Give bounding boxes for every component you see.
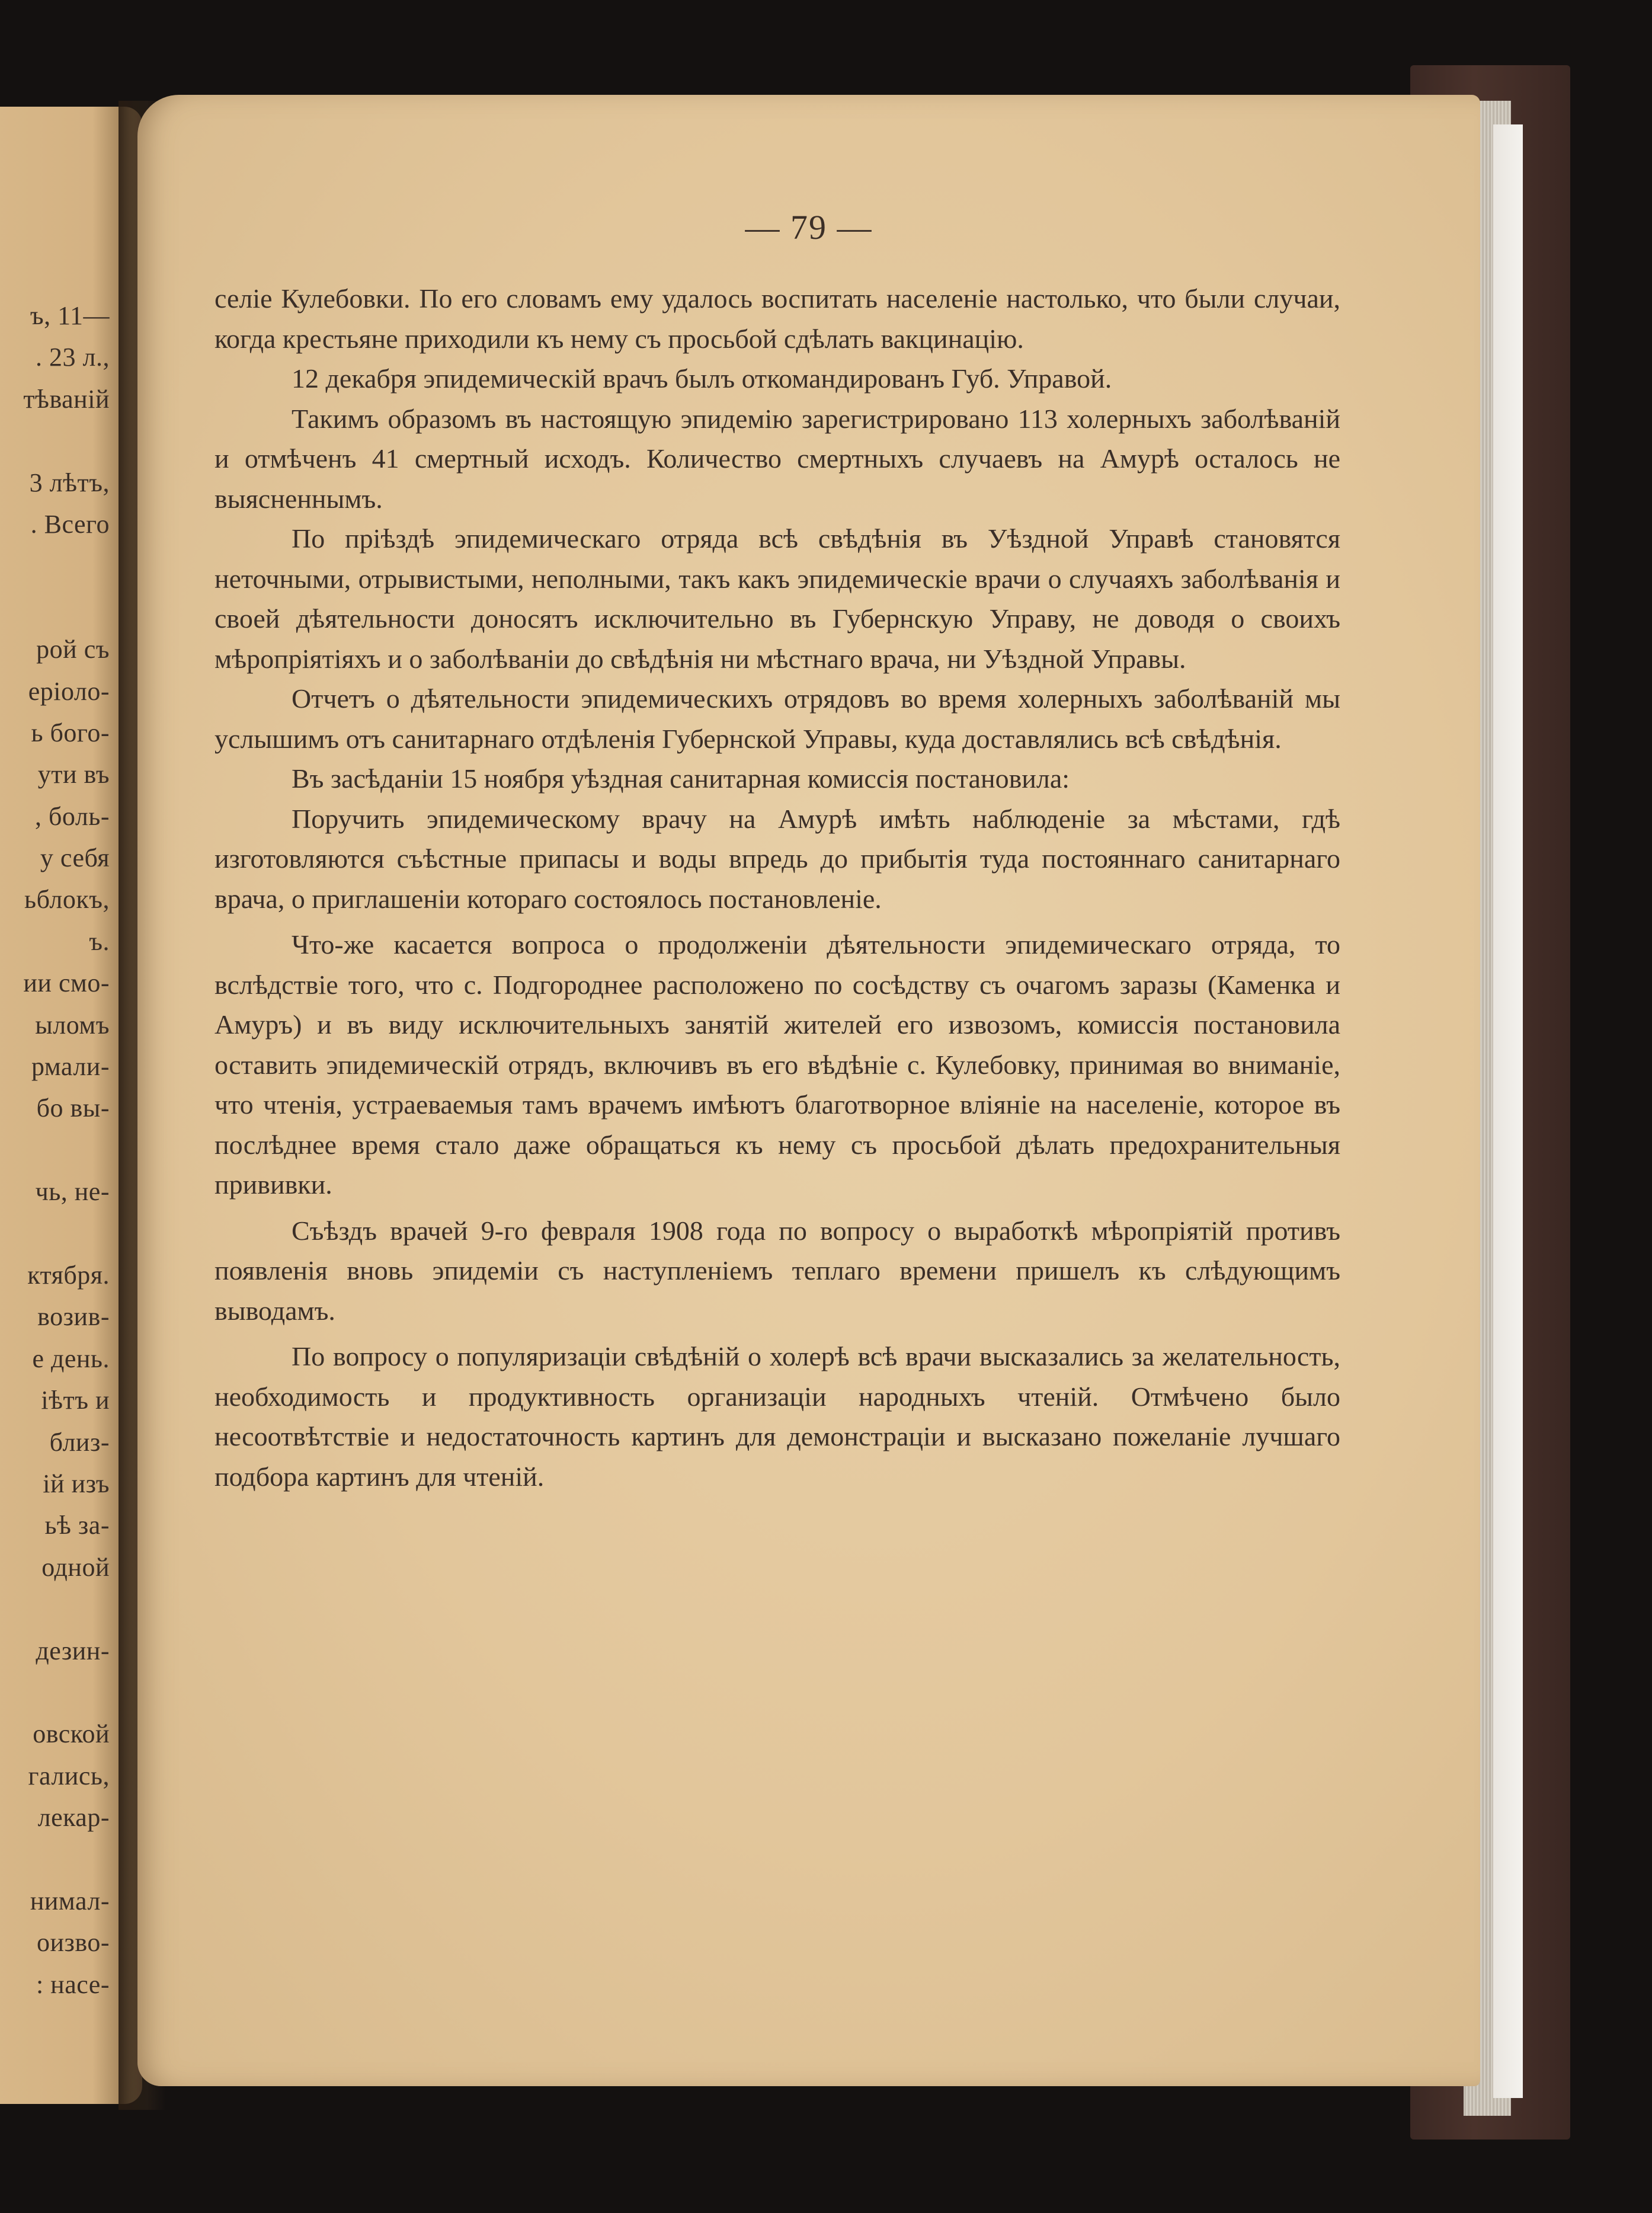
left-page-line [23, 545, 110, 587]
left-page-line: ій изъ [43, 1469, 110, 1498]
left-page-line [23, 420, 110, 462]
left-page-text [23, 295, 110, 2006]
paragraph: селіе Кулебовки. По его словамъ ему удалось воспитать населеніе настолько, что были случаи, когда крестьяне приходили къ нему съ просьбой сдѣлать вакцинацію. [214, 283, 1340, 354]
left-page-line: лекар- [37, 1803, 110, 1833]
left-page-line: 3 лѣтъ, [29, 468, 110, 497]
left-page-line [23, 1838, 110, 1880]
left-page-line [23, 1213, 110, 1255]
left-page-line: ьблокъ, [24, 885, 110, 914]
page-number: — 79 — [745, 208, 873, 247]
left-page-line: рой съ [36, 635, 110, 664]
left-page-line [23, 1588, 110, 1630]
left-page-line: рмали- [31, 1052, 110, 1082]
paragraph: По вопросу о популяризаціи свѣдѣній о холерѣ всѣ врачи высказались за желательность, необходимость и продуктивность организаціи народныхъ чтеній. Отмѣчено было несоотвѣтствіе и недостаточность картинъ для демонстраціи и высказано пожеланіе лучшаго подбора картинъ для чтеній. [214, 1341, 1340, 1492]
left-page-line: оизво- [36, 1928, 110, 1958]
left-page-line: гались, [28, 1761, 110, 1790]
left-page-line: дезин- [36, 1636, 110, 1665]
paragraph: Такимъ образомъ въ настоящую эпидемію зарегистрировано 113 холерныхъ заболѣваній и отмѣченъ 41 смертный исходъ. Количество смертныхъ случаевъ на Амурѣ осталось не выясненнымъ. [214, 403, 1340, 514]
left-page-line: тѣваній [23, 384, 110, 414]
left-page-line: ъ, 11— [30, 301, 110, 330]
paragraph: Поручить эпидемическому врачу на Амурѣ имѣть наблюденіе за мѣстами, гдѣ изготовляются съѣстные припасы и воды впредь до прибытія туда постояннаго санитарнаго врача, о приглашеніи котораго состоялось постановленіе. [214, 803, 1340, 914]
left-page-line: ути въ [37, 760, 110, 789]
left-page-line: у себя [40, 843, 110, 873]
left-page-line: ыломъ [35, 1010, 110, 1040]
left-page-line: ктября. [27, 1260, 110, 1290]
page-edges-light [1493, 124, 1523, 2098]
left-page-line: овской [33, 1719, 110, 1749]
main-page [137, 95, 1480, 2086]
paragraph: Съѣздъ врачей 9-го февраля 1908 года по вопросу о выработкѣ мѣропріятій противъ появленія вновь эпидеміи съ наступленіемъ теплаго времени пришелъ къ слѣдующимъ выводамъ. [214, 1215, 1340, 1326]
paragraph: Что-же касается вопроса о продолженіи дѣятельности эпидемическаго отряда, то вслѣдствіе того, что с. Подгороднее расположено по сосѣдству съ очагомъ заразы (Каменка и Амуръ) и въ виду исключительныхъ занятій жителей его извозомъ, комиссія постановила оставить эпидемическій отрядъ, включивъ въ его вѣдѣніе с. Кулебовку, принимая во вниманіе, что чтенія, устраеваемыя тамъ врачемъ имѣютъ благотворное вліяніе на населеніе, которое въ послѣднее время стало даже обращаться къ нему съ просьбой дѣлать предохранительныя прививки. [214, 929, 1340, 1200]
left-page-line: близ- [49, 1427, 110, 1457]
paragraph: Отчетъ о дѣятельности эпидемическихъ отрядовъ во время холерныхъ заболѣваній мы услышимъ отъ санитарнаго отдѣленія Губернской Управы, куда доставлялись всѣ свѣдѣнія. [214, 683, 1340, 754]
left-page-line: ь бого- [31, 718, 110, 747]
paragraph: Въ засѣданіи 15 ноября уѣздная санитарная комиссія постановила: [292, 763, 1070, 794]
paragraph: 12 декабря эпидемическій врачъ былъ откомандированъ Губ. Управой. [292, 363, 1112, 394]
left-page-line: е день. [32, 1344, 110, 1373]
left-page-line [23, 587, 110, 629]
paragraph: По пріѣздѣ эпидемическаго отряда всѣ свѣдѣнія въ Уѣздной Управѣ становятся неточными, отрывистыми, неполными, такъ какъ эпидемическіе врачи о случаяхъ заболѣванія и своей дѣятельности доносятъ исключительно въ Губернскую Управу, не доводя о своихъ мѣропріятіяхъ и о заболѣваніи до свѣдѣнія ни мѣстнаго врача, ни Уѣздной Управы. [214, 523, 1340, 674]
left-page-line [23, 1672, 110, 1713]
left-page-line: бо вы- [36, 1093, 110, 1123]
left-page-line: еріоло- [28, 676, 110, 706]
left-page-line: одной [41, 1552, 110, 1582]
left-page-line: нимал- [30, 1886, 110, 1915]
page-body [214, 279, 1340, 1496]
left-page-line: іѣтъ и [41, 1386, 110, 1415]
left-page-line: : насе- [36, 1969, 110, 1999]
left-page-line: , боль- [35, 801, 110, 831]
left-page-line: ии смо- [23, 968, 110, 998]
left-page-line: . Всего [30, 509, 110, 539]
left-page-line: чь, не- [35, 1177, 110, 1207]
left-page-line: ьѣ за- [44, 1511, 110, 1540]
left-page-line: возив- [37, 1302, 110, 1332]
left-page-line [23, 1130, 110, 1171]
left-page-line: ъ. [89, 926, 110, 956]
left-page-line: . 23 л., [36, 343, 110, 372]
